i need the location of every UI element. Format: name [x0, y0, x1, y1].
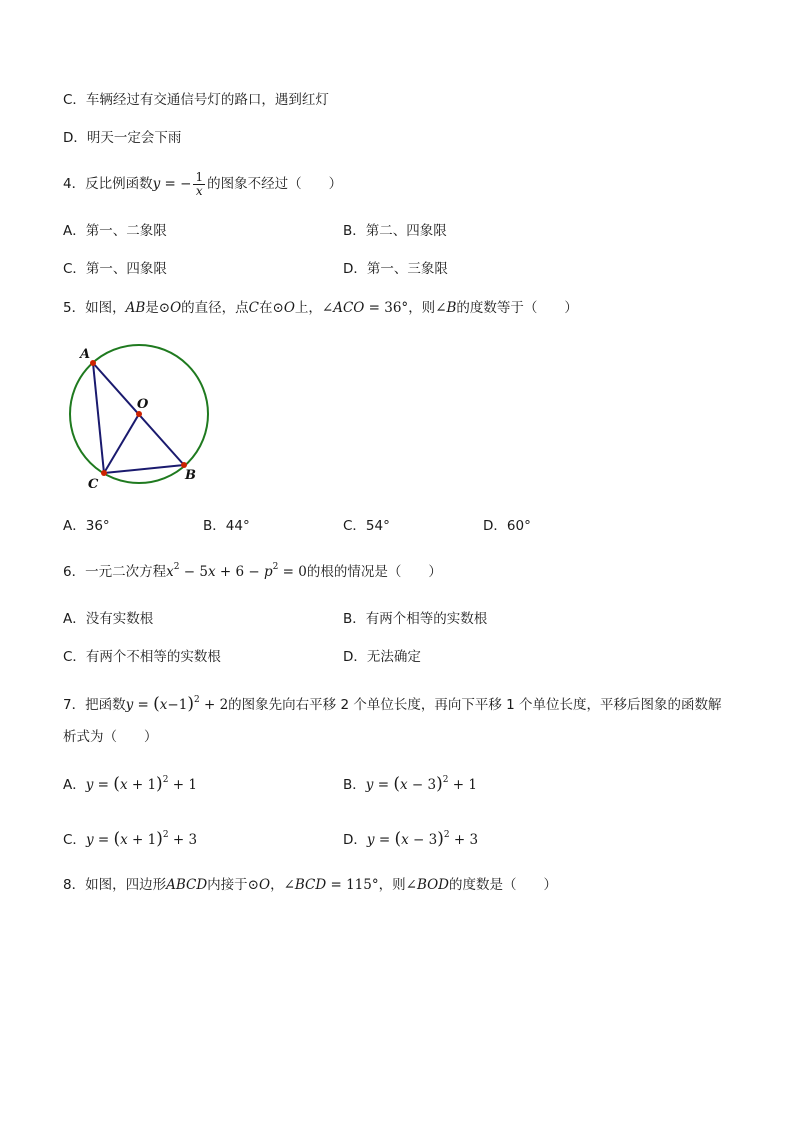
q6-option-b: B．有两个相等的实数根 [343, 611, 488, 627]
q4-option-d: D．第一、三象限 [343, 261, 448, 277]
q5-label-c: C [88, 477, 99, 492]
q8-stem: 8．如图，四边形ABCD内接于⊙O，∠BCD = 115°，则∠BOD的度数是（ ） [63, 877, 557, 893]
q4-frac-num: 1 [195, 169, 204, 184]
q5-option-b: B．44° [203, 518, 250, 534]
q4-fraction [193, 171, 205, 198]
q7-option-b: B．$y = (x - 3)^2 + 1$ [343, 774, 477, 794]
q4-suffix: 的图象不经过（ ） [207, 176, 343, 192]
q6-option-a: A．没有实数根 [63, 611, 154, 627]
q5-figure [60, 338, 220, 498]
q5-option-a: A．36° [63, 518, 110, 534]
q5-point-c [101, 470, 107, 476]
q5-label-o: O [137, 397, 149, 412]
q7-option-a: A．$y = (x + 1)^2 + 1$ [63, 774, 197, 794]
q4-frac-den: x [195, 183, 203, 198]
q6-option-d: D．无法确定 [343, 649, 421, 665]
q5-label-b: B [185, 468, 196, 483]
q4-prefix: 4．反比例函数 [63, 176, 153, 192]
q5-point-a [90, 360, 96, 366]
q7-stem: 7．把函数$y = (x-1)^2 + 2$的图象先向右平移 2 个单位长度，再向下平移 1 个单位长度，平移后图象的函数解 [63, 694, 722, 714]
q5-segment-ac [93, 363, 104, 473]
q5-option-d: D．60° [483, 518, 531, 534]
q5-segment-cb [104, 465, 184, 473]
q4-stem: 4．反比例函数y = − $\frac{1}{x}$ 的图象不经过（ ） [63, 169, 343, 198]
q4-option-c: C．第一、四象限 [63, 261, 167, 277]
q5-stem: 5．如图，AB是⊙O的直径，点C在⊙O上，∠ACO = 36°，则∠B的度数等于（ ） [63, 300, 578, 316]
q3-option-c: C．车辆经过有交通信号灯的路口，遇到红灯 [63, 92, 329, 108]
q4-option-a: A．第一、二象限 [63, 223, 167, 239]
q5-segment-co [104, 414, 139, 473]
q6-option-c: C．有两个不相等的实数根 [63, 649, 221, 665]
q7-stem-line2: 析式为（ ） [63, 729, 158, 745]
q6-stem: 6．一元二次方程$x^2 - 5x + 6 - p^2 = 0$的根的情况是（ ） [63, 562, 442, 580]
q4-option-b: B．第二、四象限 [343, 223, 447, 239]
q7-option-c: C．$y = (x + 1)^2 + 3$ [63, 829, 198, 849]
q3-option-d: D．明天一定会下雨 [63, 130, 182, 146]
q7-option-d: D．$y = (x - 3)^2 + 3$ [343, 829, 479, 849]
q5-option-c: C．54° [343, 518, 390, 534]
q5-label-a: A [80, 347, 91, 362]
